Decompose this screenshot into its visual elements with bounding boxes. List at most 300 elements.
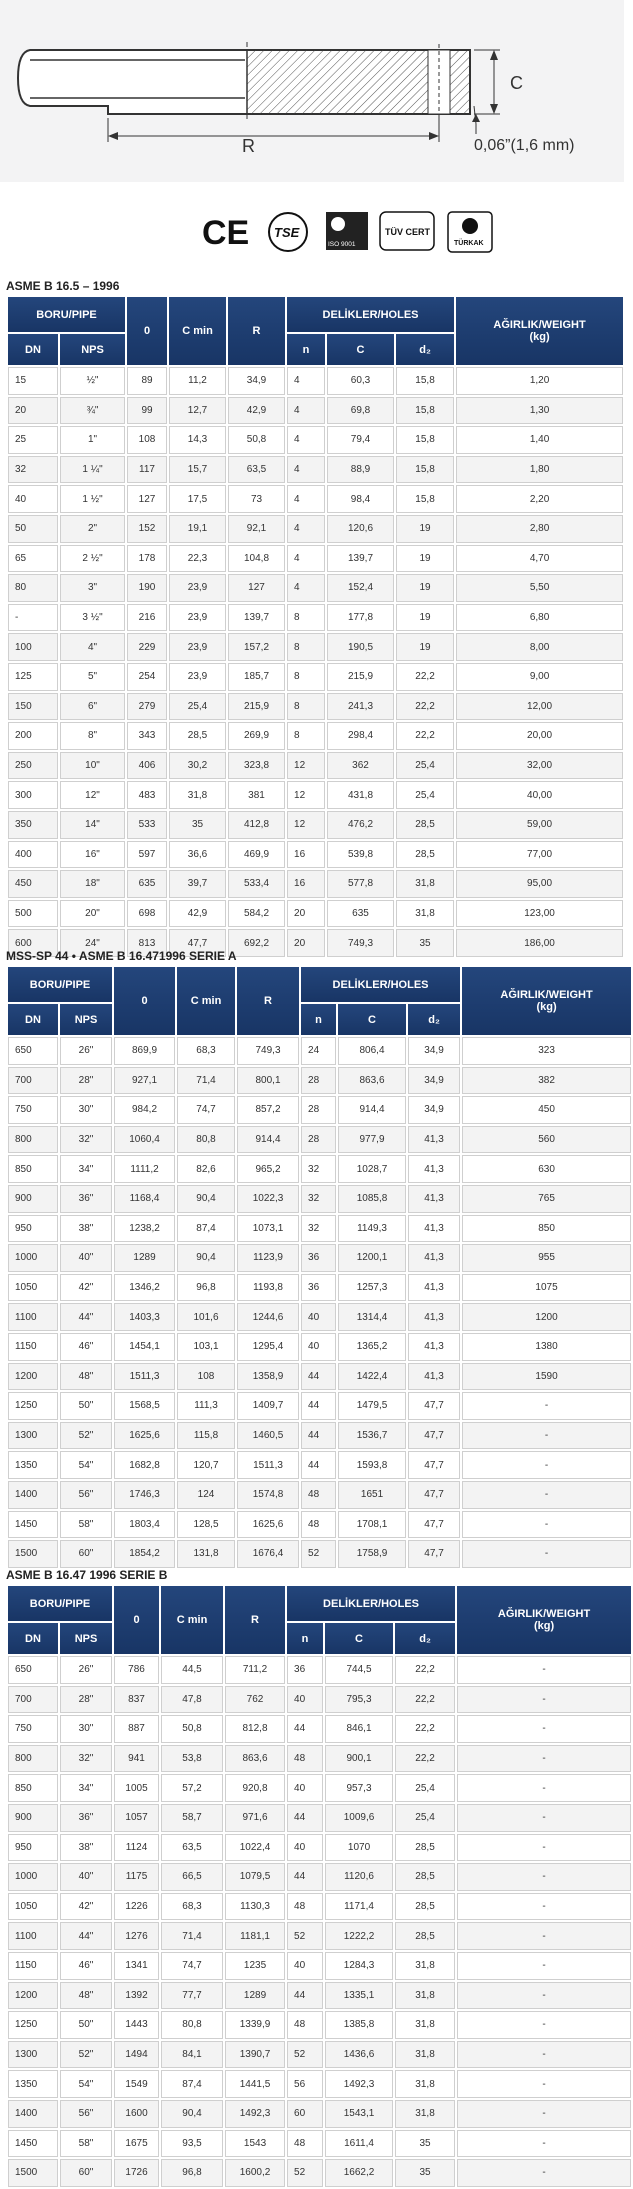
cell-d2: 22,2 [396, 663, 454, 691]
cell-dn: 32 [8, 456, 58, 484]
cell-c-min: 93,5 [161, 2130, 223, 2158]
cell-o: 984,2 [114, 1096, 175, 1124]
cell-o: 152 [127, 515, 167, 543]
cell-d2: 47,7 [408, 1481, 460, 1509]
cell-weight: 77,00 [456, 841, 623, 869]
cell-n: 44 [287, 1863, 323, 1891]
cell-nps: 18" [60, 870, 125, 898]
table-row [8, 426, 623, 454]
cell-c-min: 31,8 [169, 781, 226, 809]
cell-n: 4 [287, 426, 325, 454]
cell-r: 1289 [225, 1982, 285, 2010]
cell-r: 127 [228, 574, 285, 602]
cell-c-min: 58,7 [161, 1804, 223, 1832]
table-row [8, 1715, 631, 1743]
cell-d2: 35 [395, 2130, 455, 2158]
table-row [8, 633, 623, 661]
header-o: 0 [114, 967, 175, 1035]
cell-c-min: 120,7 [177, 1451, 235, 1479]
cell-n: 8 [287, 722, 325, 750]
cell-c-min: 35 [169, 811, 226, 839]
cell-c: 1593,8 [338, 1451, 406, 1479]
spec-table [6, 1584, 633, 2189]
cell-dn: 400 [8, 841, 58, 869]
cell-dn: 850 [8, 1155, 58, 1183]
cell-d2: 34,9 [408, 1067, 460, 1095]
cell-dn: 100 [8, 633, 58, 661]
cell-c-min: 53,8 [161, 1745, 223, 1773]
cell-o: 127 [127, 485, 167, 513]
table-title: ASME B 16.47 1996 SERIE B [6, 1568, 168, 1582]
cell-c-min: 23,9 [169, 663, 226, 691]
table-row [8, 693, 623, 721]
table-row [8, 574, 623, 602]
cell-r: 1339,9 [225, 2011, 285, 2039]
cell-n: 20 [287, 929, 325, 957]
cell-n: 4 [287, 367, 325, 395]
cell-nps: 52" [60, 1422, 112, 1450]
header-n: n [287, 334, 325, 365]
cell-weight: - [457, 1774, 631, 1802]
cell-r: 157,2 [228, 633, 285, 661]
cell-dn: 700 [8, 1686, 58, 1714]
header-r: R [228, 297, 285, 365]
cell-r: 1676,4 [237, 1540, 299, 1568]
cell-c: 1257,3 [338, 1274, 406, 1302]
cell-o: 1289 [114, 1244, 175, 1272]
cell-n: 48 [287, 2011, 323, 2039]
cell-dn: 65 [8, 545, 58, 573]
cell-c: 957,3 [325, 1774, 393, 1802]
cell-c: 635 [327, 900, 394, 928]
cell-d2: 47,7 [408, 1540, 460, 1568]
cell-o: 837 [114, 1686, 159, 1714]
cell-c-min: 77,7 [161, 1982, 223, 2010]
cell-nps: 2 ½" [60, 545, 125, 573]
cell-d2: 28,5 [395, 1893, 455, 1921]
cell-d2: 22,2 [395, 1656, 455, 1684]
cell-nps: 26" [60, 1037, 112, 1065]
cell-nps: 2" [60, 515, 125, 543]
cell-weight: - [457, 1686, 631, 1714]
cell-r: 1123,9 [237, 1244, 299, 1272]
cell-c-min: 42,9 [169, 900, 226, 928]
cell-d2: 35 [395, 2159, 455, 2187]
table-section-asme-b16-5 [6, 277, 613, 959]
cell-n: 28 [301, 1096, 336, 1124]
cell-r: 1460,5 [237, 1422, 299, 1450]
cell-d2: 31,8 [396, 900, 454, 928]
cell-r: 1235 [225, 1952, 285, 1980]
cell-weight: 850 [462, 1215, 631, 1243]
cell-dn: - [8, 604, 58, 632]
cell-dn: 1300 [8, 1422, 58, 1450]
cell-c: 749,3 [327, 929, 394, 957]
cell-r: 762 [225, 1686, 285, 1714]
header-weight: AĞIRLIK/WEIGHT (kg) [462, 967, 631, 1035]
cell-c: 190,5 [327, 633, 394, 661]
table-row [8, 722, 623, 750]
cell-dn: 1150 [8, 1333, 58, 1361]
cell-n: 44 [301, 1392, 336, 1420]
cell-d2: 41,3 [408, 1215, 460, 1243]
cell-weight: - [462, 1481, 631, 1509]
cell-nps: 46" [60, 1952, 112, 1980]
cell-n: 4 [287, 456, 325, 484]
cell-c: 1611,4 [325, 2130, 393, 2158]
cell-c: 1479,5 [338, 1392, 406, 1420]
cell-d2: 41,3 [408, 1155, 460, 1183]
cell-r: 323,8 [228, 752, 285, 780]
cell-weight: - [457, 1952, 631, 1980]
cell-n: 56 [287, 2070, 323, 2098]
cell-dn: 1300 [8, 2041, 58, 2069]
cell-r: 1409,7 [237, 1392, 299, 1420]
cell-o: 108 [127, 426, 167, 454]
cell-o: 1600 [114, 2100, 159, 2128]
cell-nps: 52" [60, 2041, 112, 2069]
cell-d2: 31,8 [395, 2011, 455, 2039]
table-row [8, 1333, 631, 1361]
cell-nps: 5" [60, 663, 125, 691]
header-dn: DN [8, 1004, 58, 1035]
cell-nps: 4" [60, 633, 125, 661]
cell-c: 577,8 [327, 870, 394, 898]
cell-d2: 47,7 [408, 1422, 460, 1450]
cell-dn: 1250 [8, 1392, 58, 1420]
cell-d2: 25,4 [395, 1774, 455, 1802]
cell-c-min: 84,1 [161, 2041, 223, 2069]
table-row [8, 1511, 631, 1539]
cell-d2: 31,8 [395, 2070, 455, 2098]
cell-r: 139,7 [228, 604, 285, 632]
cell-o: 406 [127, 752, 167, 780]
cell-c: 1662,2 [325, 2159, 393, 2187]
cell-o: 1124 [114, 1834, 159, 1862]
cell-c-min: 12,7 [169, 397, 226, 425]
cell-c-min: 87,4 [177, 1215, 235, 1243]
table-row [8, 1745, 631, 1773]
cell-nps: 32" [60, 1126, 112, 1154]
cell-c: 60,3 [327, 367, 394, 395]
cell-c: 1708,1 [338, 1511, 406, 1539]
cell-n: 40 [287, 1774, 323, 1802]
certification-logos [192, 200, 510, 266]
cell-c-min: 128,5 [177, 1511, 235, 1539]
cell-o: 254 [127, 663, 167, 691]
cell-weight: 1,80 [456, 456, 623, 484]
cell-c-min: 71,4 [177, 1067, 235, 1095]
cell-o: 1549 [114, 2070, 159, 2098]
header-holes: DELİKLER/HOLES [287, 1586, 455, 1621]
header-n: n [287, 1623, 323, 1654]
header-d2: d₂ [408, 1004, 460, 1035]
cell-n: 52 [287, 2159, 323, 2187]
cell-r: 1543 [225, 2130, 285, 2158]
cell-o: 229 [127, 633, 167, 661]
cell-weight: - [457, 1893, 631, 1921]
cell-c: 120,6 [327, 515, 394, 543]
cell-c: 88,9 [327, 456, 394, 484]
cell-dn: 900 [8, 1185, 58, 1213]
cell-o: 1454,1 [114, 1333, 175, 1361]
cell-c: 98,4 [327, 485, 394, 513]
cell-n: 8 [287, 633, 325, 661]
cell-d2: 15,8 [396, 485, 454, 513]
cell-o: 635 [127, 870, 167, 898]
table-row [8, 1863, 631, 1891]
cell-r: 92,1 [228, 515, 285, 543]
cell-o: 1625,6 [114, 1422, 175, 1450]
cell-r: 1079,5 [225, 1863, 285, 1891]
cell-c: 69,8 [327, 397, 394, 425]
cell-c: 177,8 [327, 604, 394, 632]
cell-dn: 125 [8, 663, 58, 691]
cell-d2: 47,7 [408, 1511, 460, 1539]
cell-weight: 1,30 [456, 397, 623, 425]
cell-n: 40 [301, 1303, 336, 1331]
table-row [8, 1244, 631, 1272]
cell-dn: 300 [8, 781, 58, 809]
cell-weight: - [457, 2159, 631, 2187]
cell-r: 812,8 [225, 1715, 285, 1743]
cell-c-min: 57,2 [161, 1774, 223, 1802]
cell-n: 60 [287, 2100, 323, 2128]
cell-c: 298,4 [327, 722, 394, 750]
cell-o: 89 [127, 367, 167, 395]
iso-logo [326, 212, 368, 250]
cell-r: 34,9 [228, 367, 285, 395]
cell-c-min: 71,4 [161, 1922, 223, 1950]
cell-weight: 955 [462, 1244, 631, 1272]
cell-nps: 28" [60, 1686, 112, 1714]
cell-nps: 60" [60, 1540, 112, 1568]
cell-o: 1726 [114, 2159, 159, 2187]
cell-d2: 22,2 [396, 722, 454, 750]
label-r: R [242, 136, 255, 156]
cell-c-min: 17,5 [169, 485, 226, 513]
flange-drawing [0, 0, 624, 182]
cell-o: 927,1 [114, 1067, 175, 1095]
cell-weight: - [457, 1863, 631, 1891]
cell-dn: 1450 [8, 2130, 58, 2158]
table-row [8, 1982, 631, 2010]
cell-r: 920,8 [225, 1774, 285, 1802]
cell-weight: 1590 [462, 1363, 631, 1391]
cell-weight: 1075 [462, 1274, 631, 1302]
table-row [8, 545, 623, 573]
cell-r: 971,6 [225, 1804, 285, 1832]
cell-c-min: 80,8 [161, 2011, 223, 2039]
cell-c-min: 111,3 [177, 1392, 235, 1420]
cell-dn: 1500 [8, 2159, 58, 2187]
cell-weight: - [457, 2100, 631, 2128]
cell-n: 4 [287, 545, 325, 573]
cell-r: 215,9 [228, 693, 285, 721]
cell-o: 1675 [114, 2130, 159, 2158]
cell-nps: 50" [60, 1392, 112, 1420]
cell-n: 24 [301, 1037, 336, 1065]
cell-weight: - [457, 1804, 631, 1832]
table-row [8, 811, 623, 839]
cell-c: 806,4 [338, 1037, 406, 1065]
cell-n: 32 [301, 1185, 336, 1213]
tuv-logo [380, 212, 434, 250]
cell-n: 44 [301, 1451, 336, 1479]
cell-c-min: 66,5 [161, 1863, 223, 1891]
cell-n: 52 [287, 1922, 323, 1950]
header-r: R [225, 1586, 285, 1654]
table-row [8, 900, 623, 928]
header-boru-pipe: BORU/PIPE [8, 967, 112, 1002]
cell-dn: 500 [8, 900, 58, 928]
cell-o: 1682,8 [114, 1451, 175, 1479]
cell-nps: 36" [60, 1185, 112, 1213]
cell-dn: 80 [8, 574, 58, 602]
cell-o: 1168,4 [114, 1185, 175, 1213]
table-row [8, 367, 623, 395]
cell-c-min: 74,7 [177, 1096, 235, 1124]
cell-r: 863,6 [225, 1745, 285, 1773]
cell-nps: 30" [60, 1096, 112, 1124]
table-row [8, 1481, 631, 1509]
cell-o: 483 [127, 781, 167, 809]
cell-weight: 9,00 [456, 663, 623, 691]
cell-d2: 22,2 [396, 693, 454, 721]
cell-dn: 700 [8, 1067, 58, 1095]
cell-nps: 24" [60, 929, 125, 957]
cell-dn: 1350 [8, 1451, 58, 1479]
cell-r: 269,9 [228, 722, 285, 750]
table-row [8, 2100, 631, 2128]
cell-r: 800,1 [237, 1067, 299, 1095]
cell-o: 1341 [114, 1952, 159, 1980]
cell-weight: 32,00 [456, 752, 623, 780]
cell-c-min: 23,9 [169, 604, 226, 632]
cell-weight: 5,50 [456, 574, 623, 602]
cell-dn: 1500 [8, 1540, 58, 1568]
cell-o: 887 [114, 1715, 159, 1743]
cell-r: 692,2 [228, 929, 285, 957]
table-row [8, 1096, 631, 1124]
header-n: n [301, 1004, 336, 1035]
cell-dn: 200 [8, 722, 58, 750]
cell-c: 539,8 [327, 841, 394, 869]
cell-weight: - [457, 1715, 631, 1743]
cell-c-min: 124 [177, 1481, 235, 1509]
cell-o: 1238,2 [114, 1215, 175, 1243]
header-r: R [237, 967, 299, 1035]
table-row [8, 1774, 631, 1802]
cell-c: 914,4 [338, 1096, 406, 1124]
cell-nps: 32" [60, 1745, 112, 1773]
cell-o: 533 [127, 811, 167, 839]
cell-d2: 19 [396, 633, 454, 661]
table-row [8, 1363, 631, 1391]
cell-d2: 41,3 [408, 1274, 460, 1302]
cell-weight: 20,00 [456, 722, 623, 750]
cell-nps: 48" [60, 1363, 112, 1391]
svg-text:TÜRKAK: TÜRKAK [454, 240, 484, 247]
cell-n: 36 [287, 1656, 323, 1684]
table-row [8, 781, 623, 809]
cell-weight: 1200 [462, 1303, 631, 1331]
cell-c-min: 96,8 [177, 1274, 235, 1302]
cell-dn: 900 [8, 1804, 58, 1832]
cell-c: 431,8 [327, 781, 394, 809]
cell-r: 1358,9 [237, 1363, 299, 1391]
cell-dn: 15 [8, 367, 58, 395]
cell-r: 857,2 [237, 1096, 299, 1124]
table-row [8, 1893, 631, 1921]
cell-n: 44 [301, 1363, 336, 1391]
cell-dn: 1000 [8, 1244, 58, 1272]
cell-d2: 25,4 [396, 781, 454, 809]
header-d2: d₂ [395, 1623, 455, 1654]
cell-d2: 22,2 [395, 1686, 455, 1714]
cell-c: 1758,9 [338, 1540, 406, 1568]
cell-c-min: 36,6 [169, 841, 226, 869]
cell-nps: 34" [60, 1155, 112, 1183]
table-section-asme-b16-47-b [6, 1566, 613, 2189]
cell-nps: 36" [60, 1804, 112, 1832]
cell-dn: 1250 [8, 2011, 58, 2039]
cell-d2: 19 [396, 545, 454, 573]
cell-r: 185,7 [228, 663, 285, 691]
cell-o: 190 [127, 574, 167, 602]
cell-weight: 12,00 [456, 693, 623, 721]
table-row [8, 1834, 631, 1862]
cell-weight: - [457, 2070, 631, 2098]
cell-nps: 28" [60, 1067, 112, 1095]
table-row [8, 515, 623, 543]
cell-r: 469,9 [228, 841, 285, 869]
cell-nps: 56" [60, 1481, 112, 1509]
cell-c-min: 68,3 [177, 1037, 235, 1065]
cell-d2: 47,7 [408, 1392, 460, 1420]
cell-c: 1200,1 [338, 1244, 406, 1272]
cell-nps: 40" [60, 1863, 112, 1891]
label-thickness: 0,06”(1,6 mm) [474, 137, 575, 154]
cell-o: 178 [127, 545, 167, 573]
cell-d2: 22,2 [395, 1745, 455, 1773]
cell-c: 1070 [325, 1834, 393, 1862]
cell-c-min: 22,3 [169, 545, 226, 573]
cell-c: 846,1 [325, 1715, 393, 1743]
header-c-min: C min [169, 297, 226, 365]
cell-n: 8 [287, 663, 325, 691]
cell-d2: 15,8 [396, 456, 454, 484]
header-c: C [327, 334, 394, 365]
cell-nps: 12" [60, 781, 125, 809]
header-c-min: C min [177, 967, 235, 1035]
cell-c-min: 11,2 [169, 367, 226, 395]
cell-nps: 58" [60, 2130, 112, 2158]
table-row [8, 841, 623, 869]
cell-r: 1073,1 [237, 1215, 299, 1243]
cell-o: 1346,2 [114, 1274, 175, 1302]
cell-d2: 31,8 [395, 2100, 455, 2128]
header-c-min: C min [161, 1586, 223, 1654]
cell-weight: - [457, 1982, 631, 2010]
header-o: 0 [114, 1586, 159, 1654]
table-row [8, 2011, 631, 2039]
cell-weight: 2,20 [456, 485, 623, 513]
cell-o: 1226 [114, 1893, 159, 1921]
table-row [8, 1303, 631, 1331]
cell-d2: 47,7 [408, 1451, 460, 1479]
cell-weight: - [462, 1511, 631, 1539]
